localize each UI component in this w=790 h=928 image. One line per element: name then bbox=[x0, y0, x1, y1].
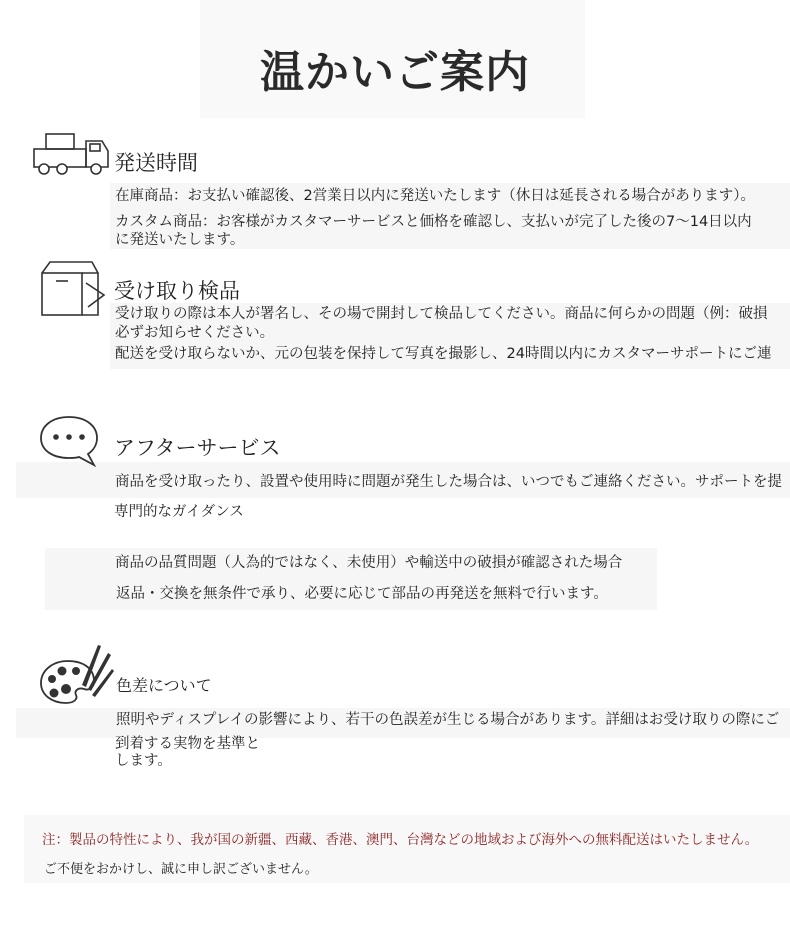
inspection-line-1b: 必ずお知らせください。 bbox=[115, 325, 275, 341]
after-service-line-3: 商品の品質問題（人為的ではなく、未使用）や輸送中の破損が確認された場合 bbox=[115, 555, 623, 571]
palette-icon bbox=[38, 637, 114, 707]
shipping-line-2b: に発送いたします。 bbox=[115, 232, 245, 248]
after-service-line-1: 商品を受け取ったり、設置や使用時に問題が発生した場合は、いつでもご連絡ください。サポートを提 bbox=[115, 474, 782, 490]
after-service-line-2: 専門的なガイダンス bbox=[114, 504, 244, 520]
box-icon bbox=[38, 259, 108, 319]
inspection-line-1a: 受け取りの際は本人が署名し、その場で開封して検品してください。商品に何らかの問題（例：破損 bbox=[115, 306, 768, 322]
color-line-2a: 到着する実物を基準と bbox=[115, 736, 260, 752]
speech-bubble-icon bbox=[38, 414, 100, 468]
truck-icon bbox=[32, 131, 112, 177]
color-line-2b: します。 bbox=[115, 753, 172, 769]
page-title: 温かいご案内 bbox=[260, 47, 530, 98]
shipping-line-1: 在庫商品：お支払い確認後、2営業日以内に発送いたします（休日は延長される場合があります）。 bbox=[115, 188, 755, 204]
color-line-1: 照明やディスプレイの影響により、若干の色誤差が生じる場合があります。詳細はお受け取りの際にご bbox=[116, 712, 780, 728]
color-heading: 色差について bbox=[116, 676, 212, 695]
shipping-restriction-note: 注：製品の特性により、我が国の新疆、西藏、香港、澳門、台灣などの地域および海外への無料配送はいたしません。 bbox=[42, 832, 759, 848]
inspection-line-2: 配送を受け取らないか、元の包装を保持して写真を撮影し、24時間以内にカスタマーサポートにご連 bbox=[115, 346, 772, 362]
after-service-heading: アフターサービス bbox=[114, 436, 281, 460]
shipping-heading: 発送時間 bbox=[114, 151, 198, 175]
apology-note: ご不便をおかけし、誠に申し訳ございません。 bbox=[44, 862, 318, 877]
after-service-line-4: 返品・交換を無条件で承り、必要に応じて部品の再発送を無料で行います。 bbox=[116, 586, 608, 602]
shipping-line-2a: カスタム商品：お客様がカスタマーサービスと価格を確認し、支払いが完了した後の7～14日以内 bbox=[115, 214, 752, 230]
inspection-heading: 受け取り検品 bbox=[114, 279, 240, 303]
